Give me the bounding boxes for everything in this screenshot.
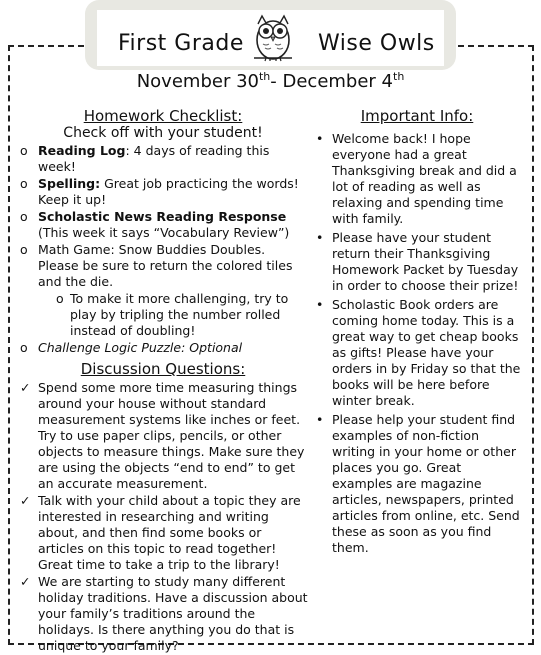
info-list [312,131,522,556]
discussion-item [18,380,308,492]
homework-title: Homework Checklist: [83,107,243,125]
homework-item-bold: Scholastic News Reading Response [38,209,287,224]
homework-item [18,176,308,208]
owl-icon [244,10,302,62]
info-item-text: Scholastic Book orders are coming home today. This is a great way to get cheap books as gifts! Please have your orders in by Friday so that the books will be here before winter break. [332,297,521,408]
info-item [312,412,522,556]
homework-item-text: To make it more challenging, try to play by tripling the number rolled instead of doubling! [70,291,289,338]
checkmark-icon: ✓ [20,493,31,508]
class-name-title: Wise Owls [318,31,435,56]
info-item-text: Welcome back! I hope everyone had a great Thanksgiving break and did a lot of reading as well as relaxing and spending time with family. [332,131,517,226]
right-column [312,107,522,559]
homework-item-text: : 4 days of reading this week! [38,143,270,174]
homework-item-text: Challenge Logic Puzzle: Optional [38,340,243,355]
date-start: November 30 [136,71,259,92]
class-grade-title: First Grade [118,31,244,56]
bullet-icon: • [316,131,324,146]
info-item [312,297,522,409]
checkmark-icon: ✓ [20,574,31,589]
homework-list [18,143,308,356]
discussion-item-text: Spend some more time measuring things around your house without standard measurement systems like inches or feet. Try to use paper clips, pencils, or other objects to measure things. Make sure they are using the objects “end to end” to get an accurate measurement. [38,380,305,491]
date-end-sup: th [393,70,405,83]
homework-item-text: Great job practicing the words! Keep it up! [38,176,299,207]
homework-item-text: (This week it says “Vocabulary Review”) [38,225,290,240]
date-start-sup: th [258,70,271,83]
bullet-icon: • [316,412,324,427]
homework-item [18,143,308,175]
week-dates [0,70,541,92]
date-separator: - December 4 [270,71,393,92]
discussion-title: Discussion Questions: [80,360,246,378]
homework-item [18,242,308,290]
bullet-icon: • [316,230,324,245]
checkmark-icon: ✓ [20,380,31,395]
homework-item [18,209,308,241]
info-item [312,131,522,227]
homework-item-text: Math Game: Snow Buddies Doubles. Please be sure to return the colored tiles and the die. [38,242,293,289]
left-column [18,107,308,655]
homework-subtitle: Check off with your student! [63,125,263,141]
info-item [312,230,522,294]
circle-bullet-icon: o [20,143,28,158]
circle-bullet-icon: o [20,209,28,224]
circle-bullet-icon: o [20,176,28,191]
homework-item-bold: Spelling: [38,176,101,191]
circle-bullet-icon: o [20,242,28,257]
info-item-text: Please help your student find examples of non-fiction writing in your home or other places you go. Great examples are magazine articles, newspapers, printed articles from online, etc. Send these as soon as you find them. [332,412,520,555]
circle-bullet-icon: o [20,340,28,355]
info-title: Important Info: [360,107,474,125]
bullet-icon: • [316,297,324,312]
info-item-text: Please have your student return their Thanksgiving Homework Packet by Tuesday in order to choose their prize! [332,230,519,293]
discussion-item-text: Talk with your child about a topic they are interested in researching and writing about, and then find some books or articles on this topic to read together! Great time to take a trip to the library! [38,493,301,572]
discussion-list [18,380,308,654]
homework-item [18,340,308,356]
discussion-item [18,493,308,573]
discussion-item-text: We are starting to study many different holiday traditions. Have a discussion about your family’s traditions around the holidays. Is there anything you do that is unique to your family? [38,574,308,653]
circle-bullet-icon: o [56,291,64,306]
homework-item-bold: Reading Log [38,143,126,158]
homework-subitem [18,291,308,339]
discussion-item [18,574,308,654]
